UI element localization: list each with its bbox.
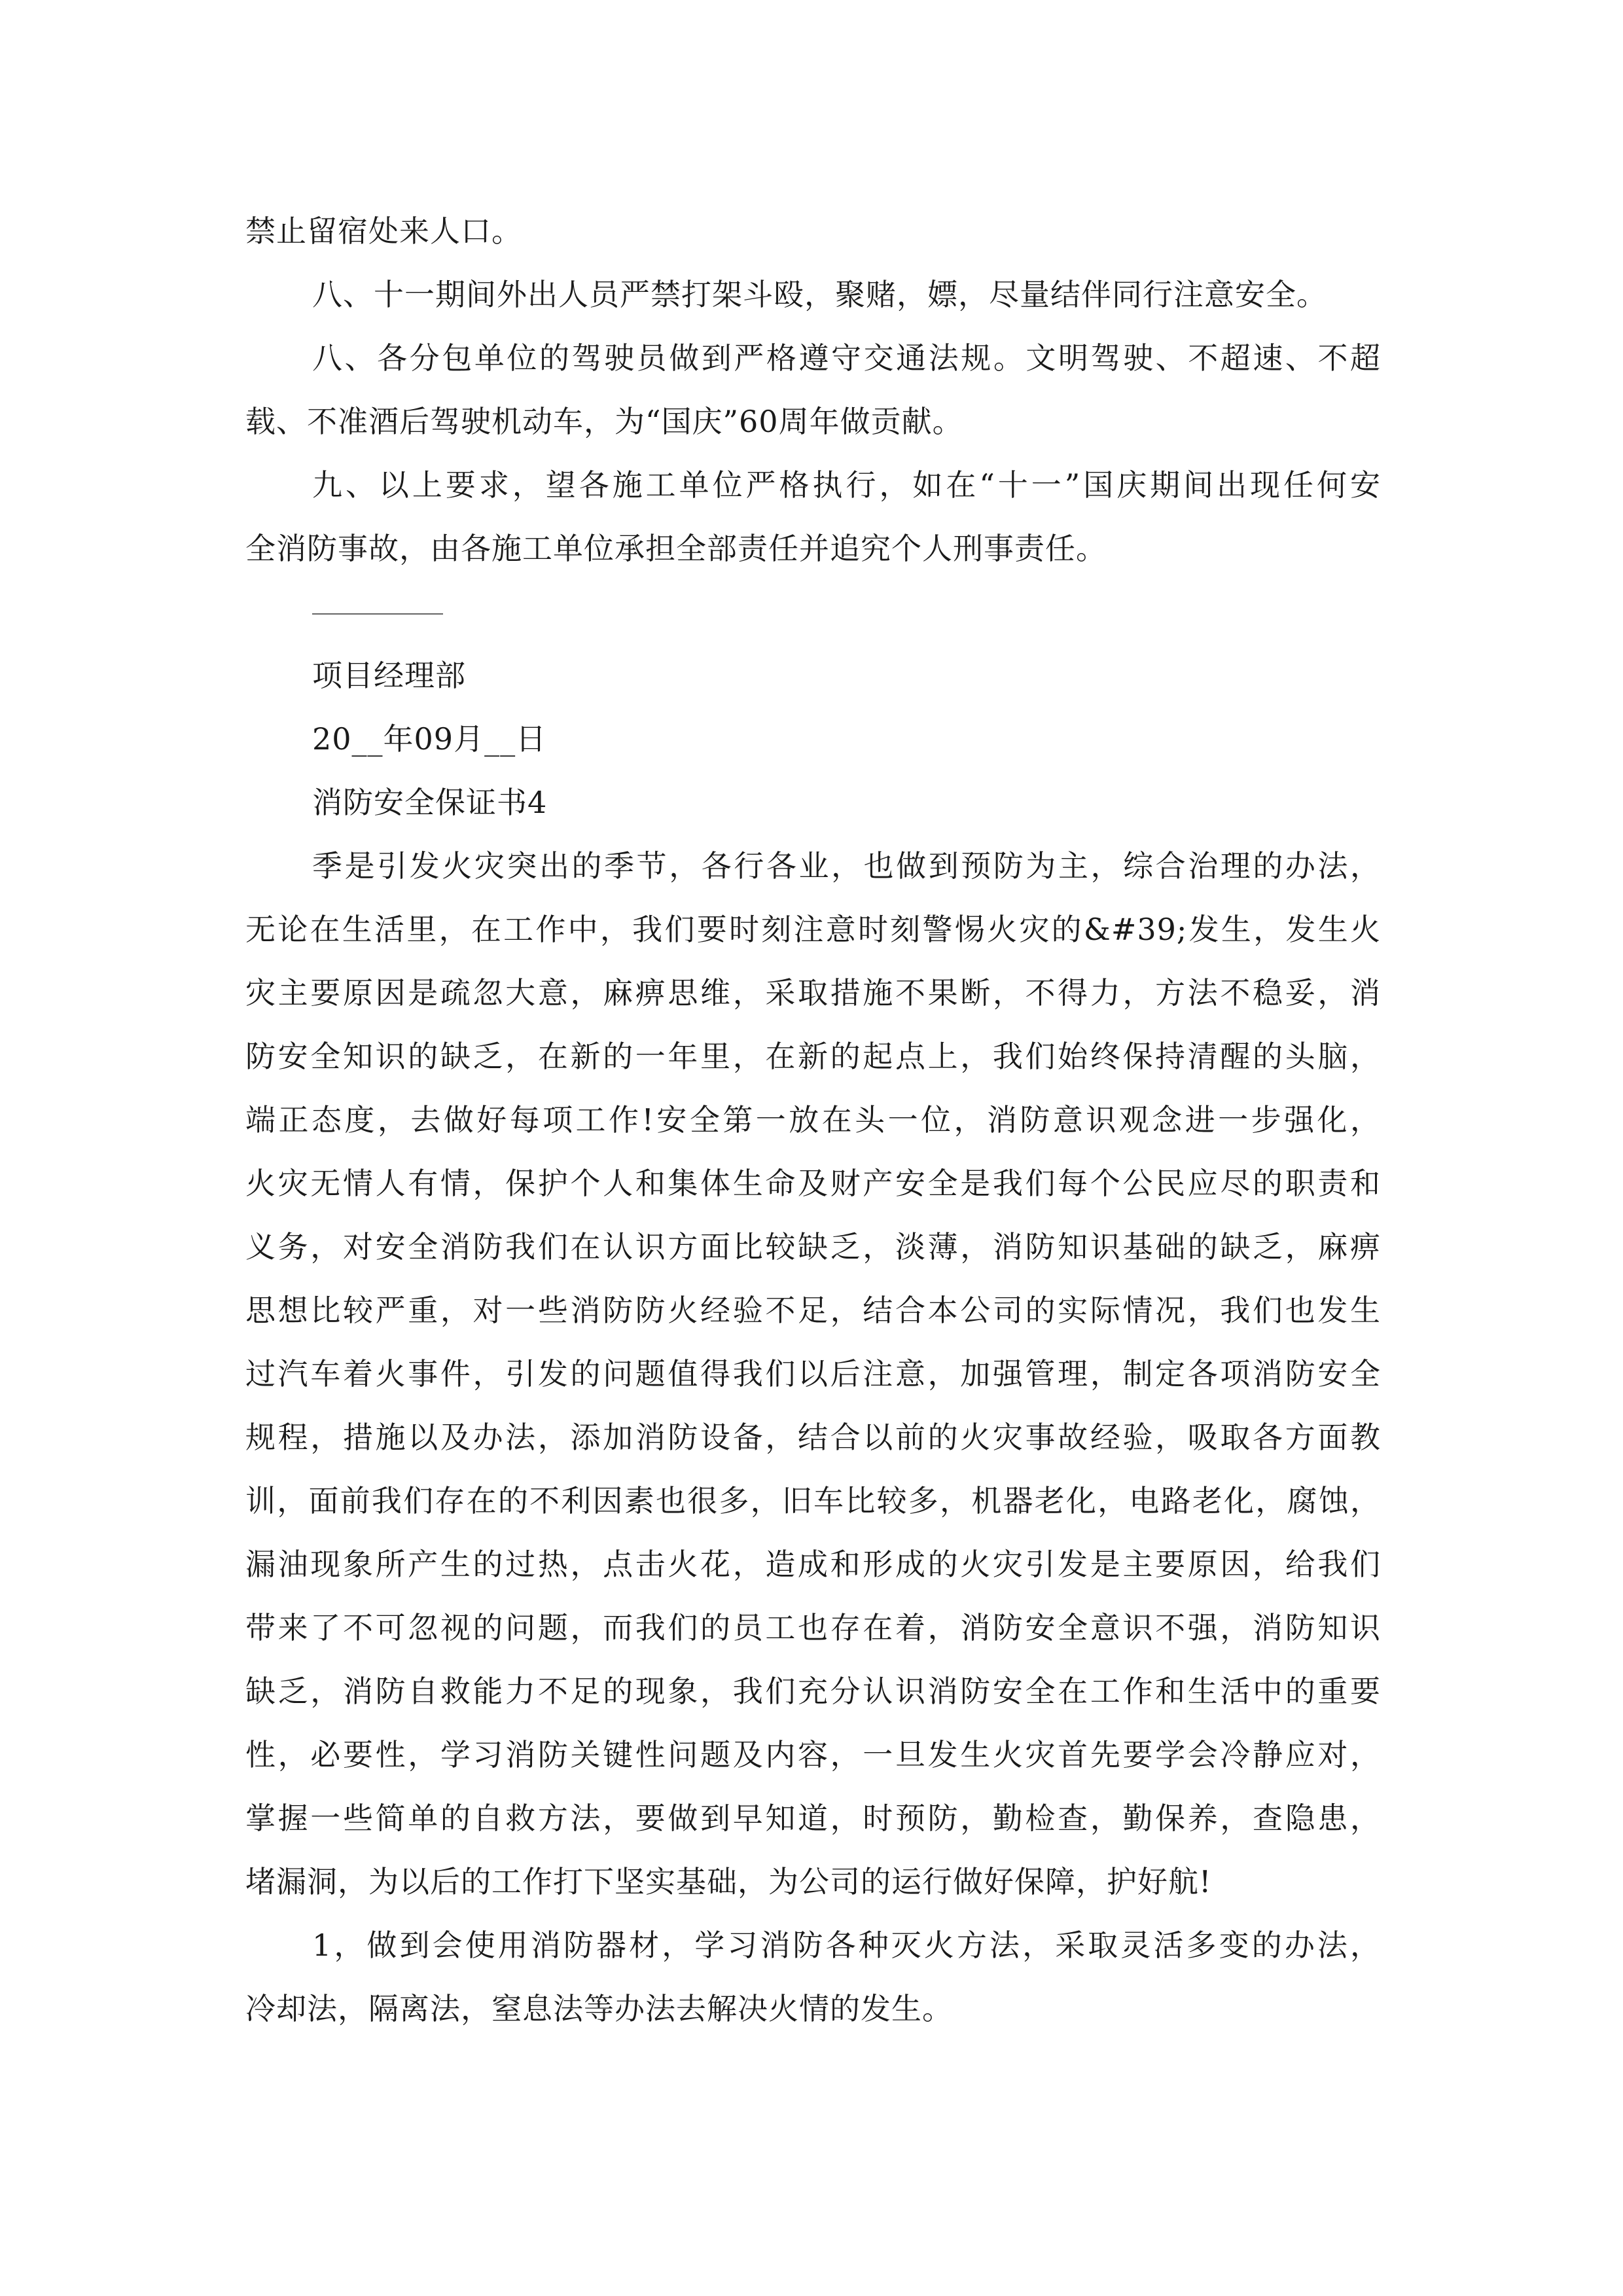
body-line: 缺乏，消防自救能力不足的现象，我们充分认识消防安全在工作和生活中的重要 [245, 1674, 1381, 1709]
body-line: 性，必要性，学习消防关键性问题及内容，一旦发生火灾首先要学会冷静应对， [245, 1737, 1381, 1772]
body-line: 堵漏洞，为以后的工作打下坚实基础，为公司的运行做好保障，护好航! [245, 1864, 1212, 1899]
text-line: 八、十一期间外出人员严禁打架斗殴，聚赌，嫖，尽量结伴同行注意安全。 [312, 277, 1327, 312]
signature-org: 项目经理部 [312, 658, 466, 693]
section-title: 消防安全保证书4 [312, 785, 548, 820]
body-line: 掌握一些简单的自救方法，要做到早知道，时预防，勤检查，勤保养，查隐患， [245, 1801, 1381, 1836]
body-line: 季是引发火灾突出的季节，各行各业，也做到预防为主，综合治理的办法， [312, 848, 1381, 884]
signature-date: 20__年09月__日 [312, 721, 547, 757]
text-line: 载、不准酒后驾驶机动车，为“国庆”60周年做贡献。 [245, 404, 963, 439]
text-line: 九、以上要求，望各施工单位严格执行，如在“十一”国庆期间出现任何安 [312, 467, 1381, 503]
text-line: 八、各分包单位的驾驶员做到严格遵守交通法规。文明驾驶、不超速、不超 [312, 340, 1381, 376]
item-line: 冷却法，隔离法，窒息法等办法去解决火情的发生。 [245, 1991, 953, 2026]
body-line: 过汽车着火事件，引发的问题值得我们以后注意，加强管理，制定各项消防安全 [245, 1356, 1381, 1391]
body-line: 带来了不可忽视的问题，而我们的员工也存在着，消防安全意识不强，消防知识 [245, 1610, 1381, 1645]
text-line: 全消防事故，由各施工单位承担全部责任并追究个人刑事责任。 [245, 531, 1107, 566]
body-line: 防安全知识的缺乏，在新的一年里，在新的起点上，我们始终保持清醒的头脑， [245, 1039, 1381, 1074]
document-body [245, 200, 1381, 2041]
body-line: 无论在生活里，在工作中，我们要时刻注意时刻警惕火灾的&#39;发生，发生火 [245, 912, 1381, 947]
text-line: 禁止留宿处来人口。 [245, 213, 522, 249]
body-line: 灾主要原因是疏忽大意，麻痹思维，采取措施不果断，不得力，方法不稳妥，消 [245, 975, 1381, 1011]
signature-divider [245, 581, 1381, 644]
body-line: 思想比较严重，对一些消防防火经验不足，结合本公司的实际情况，我们也发生 [245, 1293, 1381, 1328]
item-line: 1，做到会使用消防器材，学习消防各种灭火方法，采取灵活多变的办法， [312, 1928, 1381, 1963]
body-line: 火灾无情人有情，保护个人和集体生命及财产安全是我们每个公民应尽的职责和 [245, 1166, 1381, 1201]
body-line: 义务，对安全消防我们在认识方面比较缺乏，淡薄，消防知识基础的缺乏，麻痹 [245, 1229, 1381, 1265]
signature-line [312, 613, 443, 615]
body-line: 训，面前我们存在的不利因素也很多，旧车比较多，机器老化，电路老化，腐蚀， [245, 1483, 1381, 1518]
body-line: 规程，措施以及办法，添加消防设备，结合以前的火灾事故经验，吸取各方面教 [245, 1420, 1381, 1455]
body-line: 漏油现象所产生的过热，点击火花，造成和形成的火灾引发是主要原因，给我们 [245, 1547, 1381, 1582]
body-line: 端正态度，去做好每项工作!安全第一放在头一位，消防意识观念进一步强化， [245, 1102, 1381, 1138]
